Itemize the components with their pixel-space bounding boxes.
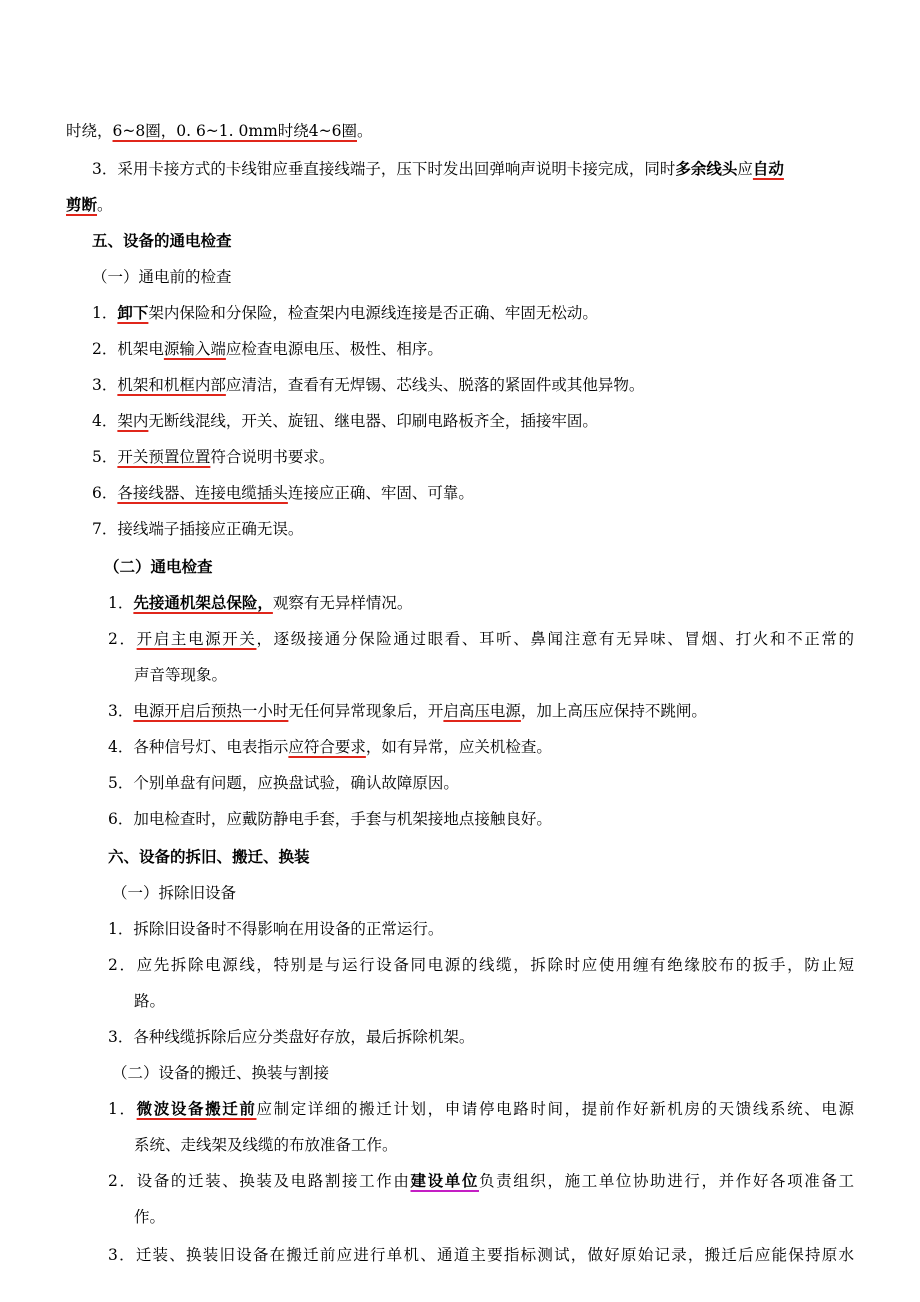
list-item: 1．卸下架内保险和分保险，检查架内电源线连接是否正确、牢固无松动。	[92, 303, 598, 322]
text-line: 3．采用卡接方式的卡线钳应垂直接线端子，压下时发出回弹响声说明卡接完成，同时多余线头应自动	[92, 159, 784, 178]
list-item: 2．设备的迁装、换装及电路割接工作由建设单位负责组织，施工单位协助进行，并作好各项准备工	[108, 1171, 854, 1190]
section-heading: 五、设备的通电检查	[92, 231, 232, 250]
list-item: 3．电源开启后预热一小时无任何异常现象后，开启高压电源，加上高压应保持不跳闸。	[108, 702, 707, 720]
list-item: 4．架内无断线混线，开关、旋钮、继电器、印刷电路板齐全，插接牢固。	[92, 412, 598, 430]
list-item: 7．接线端子插接应正确无误。	[92, 520, 304, 538]
text-line: 时绕，6~8圈，0. 6~1. 0mm时绕4~6圈。	[66, 122, 373, 140]
list-item: 2．开启主电源开关，逐级接通分保险通过眼看、耳听、鼻闻注意有无异味、冒烟、打火和不正常的	[108, 630, 854, 648]
list-item: 3．迁装、换装旧设备在搬迁前应进行单机、通道主要指标测试，做好原始记录，搬迁后应能保持原水	[108, 1246, 854, 1264]
list-item: 1．先接通机架总保险，观察有无异样情况。	[108, 593, 413, 612]
subsection-heading: （一）通电前的检查	[92, 268, 232, 286]
list-item: 1．拆除旧设备时不得影响在用设备的正常运行。	[108, 920, 444, 938]
text-line: 系统、走线架及线缆的布放准备工作。	[134, 1136, 398, 1154]
subsection-heading: （一）拆除旧设备	[112, 884, 237, 902]
list-item: 1．微波设备搬迁前应制定详细的搬迁计划，申请停电路时间，提前作好新机房的天馈线系统、电源	[108, 1099, 854, 1118]
list-item: 2．应先拆除电源线，特别是与运行设备同电源的线缆，拆除时应使用缠有绝缘胶布的扳手，防止短	[108, 956, 854, 974]
text-line: 声音等现象。	[134, 666, 228, 684]
list-item: 6．加电检查时，应戴防静电手套，手套与机架接地点接触良好。	[108, 810, 552, 828]
list-item: 3．机架和机框内部应清洁，查看有无焊锡、芯线头、脱落的紧固件或其他异物。	[92, 376, 645, 394]
list-item: 3．各种线缆拆除后应分类盘好存放，最后拆除机架。	[108, 1028, 475, 1046]
list-item: 4．各种信号灯、电表指示应符合要求，如有异常，应关机检查。	[108, 738, 552, 756]
subsection-heading: （二）设备的搬迁、换装与割接	[112, 1064, 330, 1082]
section-heading: 六、设备的拆旧、搬迁、换装	[108, 847, 310, 866]
text-line: 剪断。	[66, 195, 113, 214]
list-item: 2．机架电源输入端应检查电源电压、极性、相序。	[92, 340, 443, 358]
text-line: 路。	[134, 992, 166, 1010]
list-item: 5．个别单盘有问题，应换盘试验，确认故障原因。	[108, 774, 459, 792]
list-item: 6．各接线器、连接电缆插头连接应正确、牢固、可靠。	[92, 484, 474, 502]
text-line: 作。	[134, 1208, 166, 1226]
subsection-heading: （二）通电检查	[104, 557, 213, 576]
list-item: 5．开关预置位置符合说明书要求。	[92, 448, 335, 466]
